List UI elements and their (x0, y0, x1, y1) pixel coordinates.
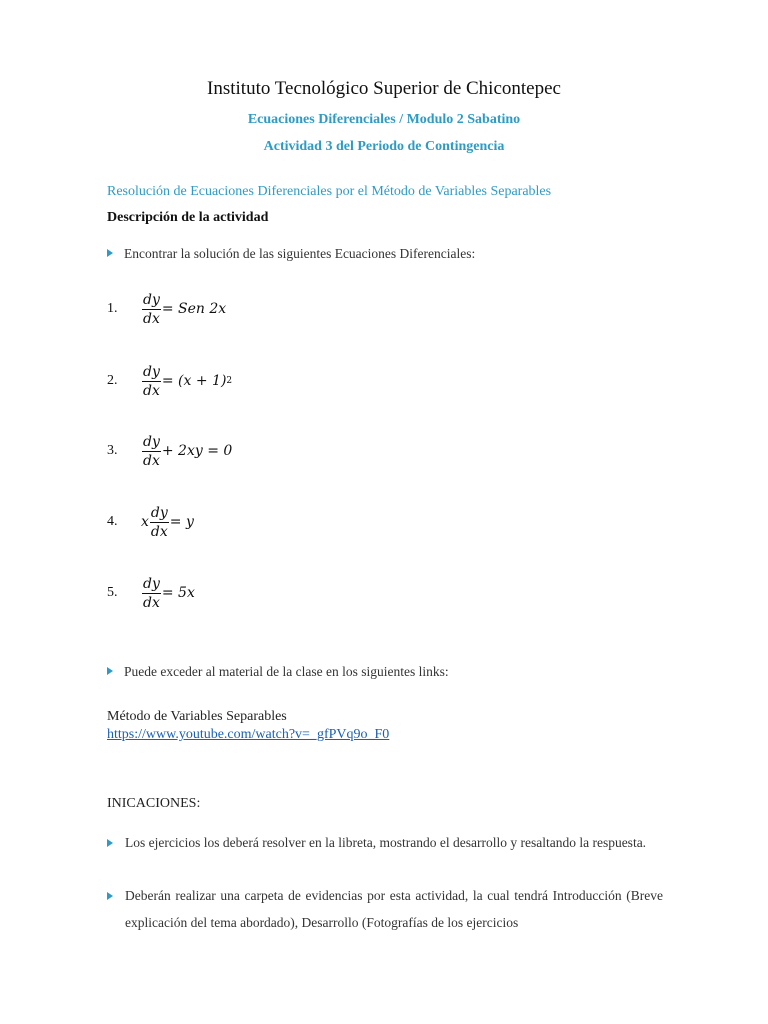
equation-item (107, 431, 232, 471)
fraction-numerator: dy (143, 291, 160, 308)
links-bullet (107, 664, 449, 680)
links-bullet-text: Puede exceder al material de la clase en los siguientes links: (124, 664, 449, 679)
equation-formula (141, 434, 232, 469)
institution-title: Instituto Tecnológico Superior de Chicontepec (207, 78, 561, 99)
instruction-item (125, 829, 663, 856)
equation-number: 4. (107, 514, 118, 529)
fraction-numerator: dy (143, 363, 160, 380)
intro-bullet-text: Encontrar la solución de las siguientes Ecuaciones Diferenciales: (124, 246, 476, 261)
equation-prefix: x (141, 514, 149, 530)
derivative-fraction (142, 434, 161, 469)
youtube-link[interactable]: https://www.youtube.com/watch?v=_gfPVq9o_F0 (107, 727, 390, 742)
fraction-denominator: dx (143, 382, 160, 399)
equation-rhs: + 2xy = 0 (161, 443, 233, 459)
equation-number: 2. (107, 373, 118, 388)
section-heading: Resolución de Ecuaciones Diferenciales por el Método de Variables Separables (107, 184, 552, 199)
fraction-denominator: dx (143, 310, 160, 327)
fraction-denominator: dx (143, 594, 160, 611)
intro-bullet (107, 246, 475, 262)
fraction-denominator: dx (143, 452, 160, 469)
equation-number: 1. (107, 301, 118, 316)
equation-rhs: = (x + 1) (161, 373, 227, 389)
activity-subtitle: Actividad 3 del Periodo de Contingencia (263, 139, 505, 154)
equation-item (107, 289, 226, 329)
derivative-fraction (142, 292, 161, 327)
triangle-bullet-icon (107, 839, 113, 847)
equation-rhs: = Sen 2x (161, 301, 227, 317)
description-title: Descripción de la actividad (107, 210, 269, 225)
equation-item (107, 573, 195, 613)
triangle-bullet-icon (107, 249, 113, 257)
triangle-bullet-icon (107, 892, 113, 900)
fraction-numerator: dy (150, 504, 168, 521)
instruction-text: Deberán realizar una carpeta de evidencias por esta actividad, la cual tendrá Introducción (Breve explicación del tema abordado), Desarrollo (Fotografías de los ejercicios (125, 888, 663, 930)
fraction-denominator: dx (150, 523, 168, 540)
equation-formula (141, 292, 226, 327)
equation-exponent: 2 (226, 376, 233, 386)
equation-item (107, 361, 232, 401)
derivative-fraction (142, 576, 161, 611)
instructions-heading: INICACIONES: (107, 796, 201, 811)
instruction-item (125, 882, 663, 936)
fraction-numerator: dy (143, 575, 160, 592)
equation-rhs: = 5x (161, 585, 195, 601)
equation-formula (141, 505, 194, 540)
equation-formula (141, 364, 232, 399)
triangle-bullet-icon (107, 667, 113, 675)
instruction-text: Los ejercicios los deberá resolver en la libreta, mostrando el desarrollo y resaltando la respuesta. (125, 835, 647, 850)
equation-number: 5. (107, 585, 118, 600)
course-subtitle: Ecuaciones Diferenciales / Modulo 2 Sabatino (247, 112, 521, 127)
derivative-fraction (150, 505, 169, 540)
equation-rhs: = y (169, 514, 194, 530)
fraction-numerator: dy (143, 433, 160, 450)
derivative-fraction (142, 364, 161, 399)
equation-number: 3. (107, 443, 118, 458)
equation-item (107, 502, 194, 542)
equation-formula (141, 576, 195, 611)
link-label: Método de Variables Separables (107, 709, 287, 724)
